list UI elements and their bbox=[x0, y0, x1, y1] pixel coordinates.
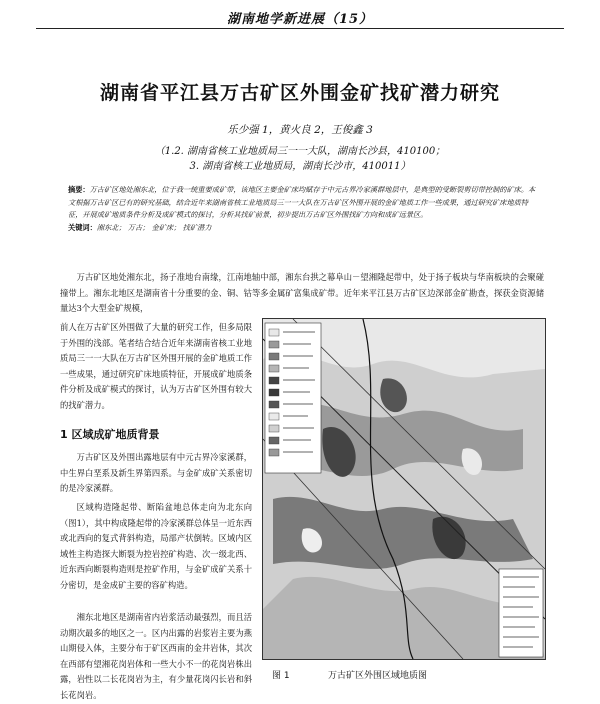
section-paragraph-1: 万古矿区及外围出露地层有中元古界冷家溪群，中生界白垩系及新生界第四系。与金矿成矿关系密切的是冷家溪群。 bbox=[60, 452, 252, 494]
affiliation-line-2: 3. 湖南省核工业地质局，湖南长沙市，410011） bbox=[189, 161, 411, 172]
header-rule bbox=[36, 28, 564, 29]
abstract-text: 万古矿区地处湘东北，位于我一统重要成矿带，该地区主要金矿床均赋存于中元古界冷家溪群地层中，是典型的受断裂剪切带控制的矿床。本文根据万古矿区已有的研究基础，结合近年来湖南省核工业地质局三一一大队在万古矿区外围开展的金矿地质工作一些成果，通过研究矿床地质特征，开展成矿地质条件分析及成矿模式的探讨，分析其找矿前景，初步提出万古矿区外围找矿方向和成矿远景区。 bbox=[68, 185, 536, 219]
figure-number: 图 1 bbox=[272, 671, 290, 681]
paper-title: 湖南省平江县万古矿区外围金矿找矿潜力研究 bbox=[99, 82, 500, 104]
keywords-label: 关键词： bbox=[68, 222, 97, 232]
intro-paragraph: 万古矿区地处湘东北，扬子准地台南缘，江南地轴中部，湘东台拱之幕阜山－望湘隆起带中，处于扬子板块与华南板块的会聚碰撞带上。湘东北地区是湖南省十分重要的金、铜、钴等多金属矿富集成矿带。近年来平江县万古矿区边深部金矿勘查，探获金资源储量达3个大型金矿规模， bbox=[60, 272, 544, 314]
section-heading: 1 区域成矿地质背景 bbox=[60, 428, 160, 441]
geological-map bbox=[263, 319, 545, 659]
figure-caption-text: 万古矿区外围区域地质图 bbox=[328, 671, 428, 681]
authors: 乐少强 1，黄火良 2，王俊鑫 3 bbox=[227, 124, 373, 136]
running-title: 湖南地学新进展（15） bbox=[226, 12, 374, 27]
keywords: 湘东北； 万古； 金矿床； 找矿潜力 bbox=[96, 222, 212, 232]
affiliation-line-1: （1.2. 湖南省核工业地质局三一一大队，湖南长沙县，410100； bbox=[154, 146, 446, 157]
running-header bbox=[0, 0, 600, 34]
section-paragraph-3: 湘东北地区是湖南省内岩浆活动最强烈，而且活动期次最多的地区之一。区内出露的岩浆岩主要为燕山期侵入体，主要分布于矿区西南的金井岩体，其次在西部有望湘花岗岩体和一些大小不一的花岗岩株出露，岩性以二长花岗岩为主，有少量花岗闪长岩和斜长花岗岩。 bbox=[60, 612, 252, 700]
intro-left-column: 前人在万古矿区外围做了大量的研究工作，但多局限于外围的浅部。笔者结合结合近年来湖南省核工业地质局三一一大队在万古矿区外围开展的金矿地质工作一些成果，通过研究矿床地质特征，开展成矿地质条件分析及成矿模式的探讨，认为万古矿区外围有较大的找矿潜力。 bbox=[60, 322, 252, 410]
section-paragraph-2: 区域构造隆起带、断陷盆地总体走向为北东向（图1），其中构成隆起带的冷家溪群总体呈一近东西或北西向的复式背斜构造，局部产状倒转。区域内区域性主构造探大断裂为控岩控矿构造、次一级北西、近东西向断裂构造则是控矿作用，与金矿成矿关系十分密切，是金成矿主要的容矿构造。 bbox=[60, 502, 252, 590]
abstract-label: 摘要： bbox=[68, 185, 90, 194]
geological-map-figure bbox=[262, 318, 546, 660]
abstract bbox=[68, 184, 540, 234]
